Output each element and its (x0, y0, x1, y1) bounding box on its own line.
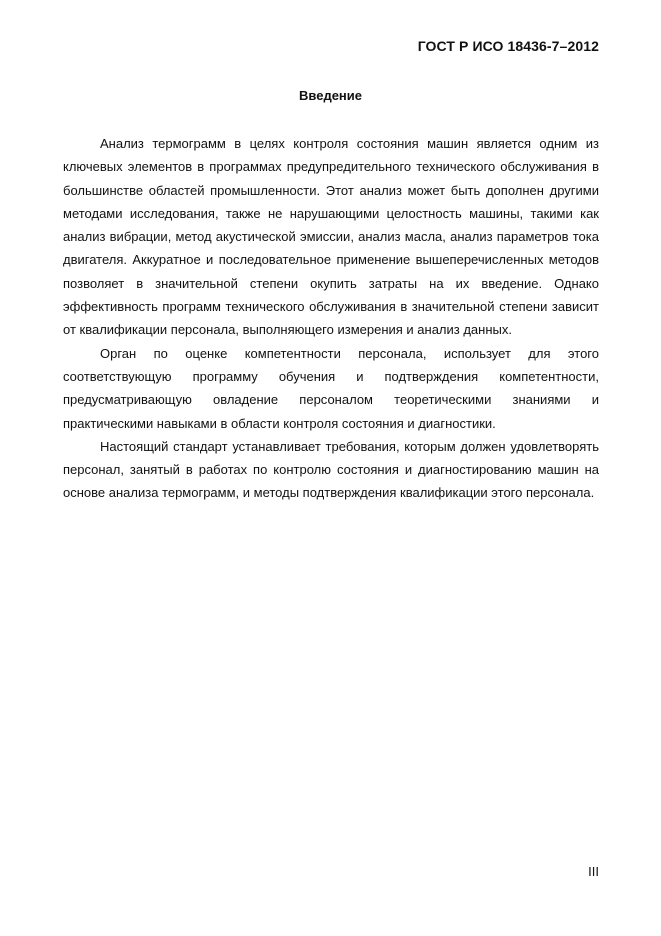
document-code: ГОСТ Р ИСО 18436-7–2012 (417, 38, 599, 54)
paragraph-3: Настоящий стандарт устанавливает требования, которым должен удовлетворять персонал, занятый в работах по контролю состояния и диагностированию машин на основе анализа термограмм, и методы подтверждения квалификации этого персонала. (63, 438, 599, 501)
paragraph-1: Анализ термограмм в целях контроля состояния машин является одним из ключевых элементов в программах предупредительного технического обслуживания в большинстве областей промышленности. Этот анализ может быть дополнен другими методами исследования, также не нарушающими целостность машины, такими как анализ вибрации, метод акустической эмиссии, анализ масла, анализ параметров тока двигателя. Аккуратное и последовательное применение вышеперечисленных методов позволяет в значительной степени окупить затраты на их введение. Однако эффективность программ технического обслуживания в значительной степени зависит от квалификации персонала, выполняющего измерения и анализ данных. (63, 136, 599, 338)
page-number: III (588, 864, 599, 879)
section-title: Введение (299, 88, 362, 103)
paragraph-2: Орган по оценке компетентности персонала, использует для этого соответствующую программу обучения и подтверждения компетентности, предусматривающую овладение персоналом теоретическими знаниями и практическими навыками в области контроля состояния и диагностики. (63, 345, 599, 431)
body-text (63, 132, 599, 505)
